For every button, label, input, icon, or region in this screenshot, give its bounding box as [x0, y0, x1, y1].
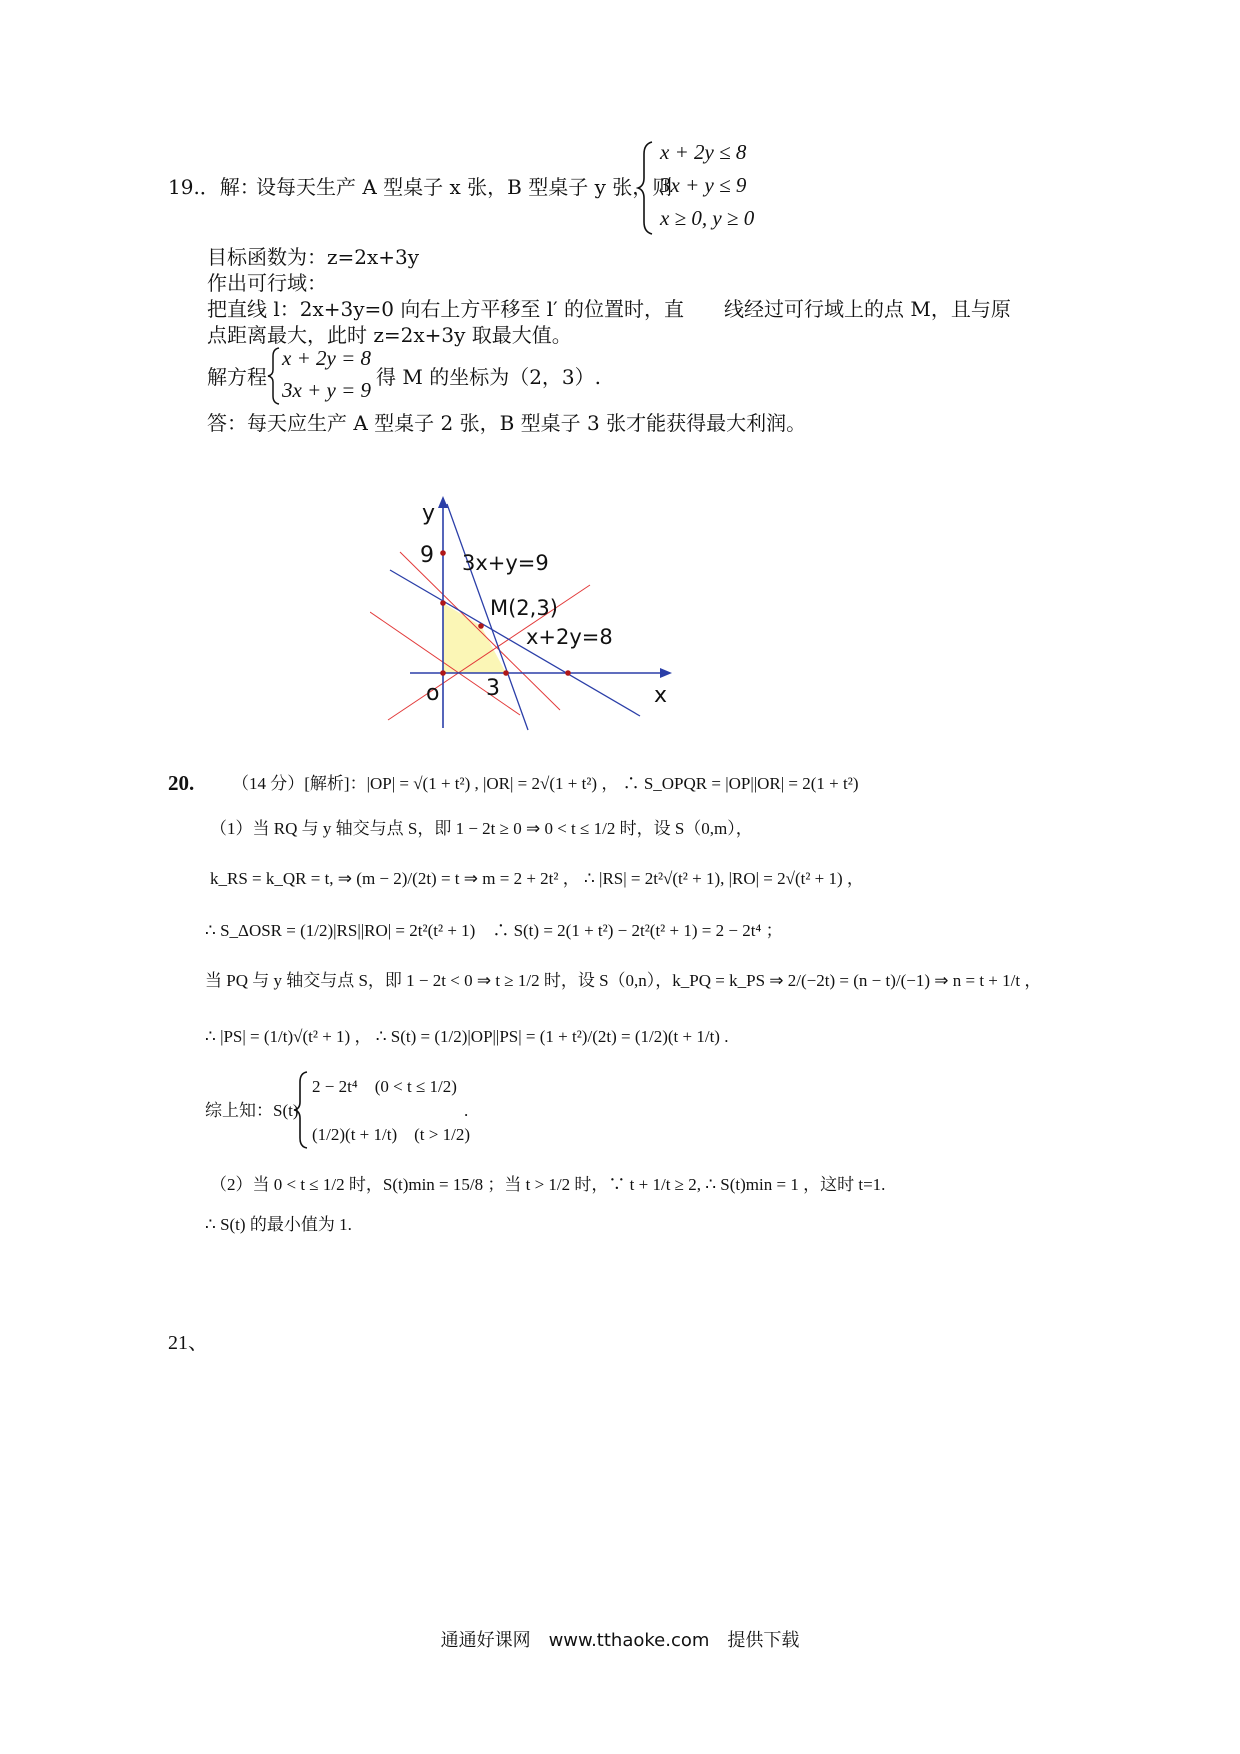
- q19-sys-2: 3x + y ≤ 9: [660, 173, 747, 197]
- q21-label: 21、: [168, 1332, 208, 1354]
- line-3x-y-9-label: 3x+y=9: [462, 551, 549, 575]
- q19-eq-1: x + 2y = 8: [282, 346, 371, 370]
- q20-line-5: 当 PQ 与 y 轴交与点 S，即 1 − 2t < 0 ⇒ t ≥ 1/2 时，设 S（0,n），k_PQ = k_PS ⇒ 2/(−2t) = (n − t)/(−1) ⇒ n = t + 1/t ，: [205, 971, 1042, 990]
- q20-line-7: （2）当 0 < t ≤ 1/2 时，S(t)min = 15/8 ；当 t > 1/2 时，∵ t + 1/t ≥ 2, ∴ S(t)min = 1 ，这时 t=1.: [210, 1175, 886, 1194]
- point-m-label: M(2,3): [490, 596, 558, 620]
- point-y4: [440, 600, 446, 606]
- feasible-region-graph: [370, 490, 690, 740]
- q20-line-8: ∴ S(t) 的最小值为 1.: [205, 1215, 352, 1234]
- y-axis-label: y: [422, 501, 436, 526]
- q20-line-6: ∴ |PS| = (1/t)√(t² + 1) ， ∴ S(t) = (1/2)|OP||PS| = (1 + t²)/(2t) = (1/2)(t + 1/t) .: [205, 1027, 729, 1046]
- y-axis-arrow: [438, 496, 448, 508]
- line-x-2y-8-label: x+2y=8: [526, 625, 613, 649]
- q19-system-brace: [636, 140, 656, 236]
- point-x8: [565, 670, 571, 676]
- q19-eq-2: 3x + y = 9: [282, 378, 371, 402]
- q20-summary-end: .: [464, 1101, 469, 1120]
- tick-9-label: 9: [420, 543, 434, 568]
- q20-label: 20.: [168, 771, 195, 795]
- q20-line-4: ∴ S_ΔOSR = (1/2)|RS||RO| = 2t²(t² + 1) ∴ S(t) = 2(1 + t²) − 2t²(t² + 1) = 2 − 2t⁴ ；: [205, 921, 783, 940]
- q20-summary-prefix: 综上知：S(t): [205, 1101, 299, 1120]
- q19-objective: 目标函数为：z=2x+3y: [207, 245, 420, 269]
- q20-line-1: （14 分）[解析]：|OP| = √(1 + t²) , |OR| = 2√(1 + t²) ， ∴ S_OPQR = |OP||OR| = 2(1 + t²): [232, 774, 859, 793]
- x-axis-arrow: [660, 668, 672, 678]
- q19-move-1: 把直线 l：2x+3y=0 向右上方平移至 l′ 的位置时，直 线经过可行域上的点 M，且与原: [207, 297, 1011, 321]
- q20-case-brace: [292, 1070, 310, 1150]
- q19-sys-3: x ≥ 0, y ≥ 0: [660, 206, 755, 230]
- origin-label: o: [426, 681, 440, 706]
- q20-line-2: （1）当 RQ 与 y 轴交与点 S，即 1 − 2t ≥ 0 ⇒ 0 < t ≤ 1/2 时，设 S（0,m），: [210, 819, 753, 838]
- point-origin: [440, 670, 446, 676]
- point-x3: [503, 670, 509, 676]
- q19-eq-brace: [266, 346, 282, 406]
- q20-case-1: 2 − 2t⁴ (0 < t ≤ 1/2): [312, 1077, 457, 1096]
- q19-move-2: 点距离最大，此时 z=2x+3y 取最大值。: [207, 323, 572, 347]
- q19-feasible: 作出可行域：: [207, 271, 327, 295]
- tick-3-label: 3: [486, 676, 500, 701]
- q19-label: 19.．解：: [168, 175, 260, 199]
- q19-solve-suffix: 得 M 的坐标为（2，3）.: [376, 365, 601, 389]
- q20-line-3: k_RS = k_QR = t, ⇒ (m − 2)/(2t) = t ⇒ m = 2 + 2t² ， ∴ |RS| = 2t²√(t² + 1), |RO| = 2√(t² + 1) ，: [210, 869, 864, 888]
- q19-sys-1: x + 2y ≤ 8: [660, 140, 747, 164]
- page-footer: 通通好课网 www.tthaoke.com 提供下载: [440, 1630, 800, 1651]
- q20-case-2: (1/2)(t + 1/t) (t > 1/2): [312, 1125, 470, 1144]
- q19-solve-prefix: 解方程: [207, 365, 267, 389]
- x-axis-label: x: [654, 683, 668, 708]
- point-m: [478, 623, 484, 629]
- point-y9: [440, 550, 446, 556]
- q19-line1: 设每天生产 A 型桌子 x 张，B 型桌子 y 张，则: [256, 175, 673, 199]
- q19-answer: 答：每天应生产 A 型桌子 2 张，B 型桌子 3 张才能获得最大利润。: [207, 411, 807, 435]
